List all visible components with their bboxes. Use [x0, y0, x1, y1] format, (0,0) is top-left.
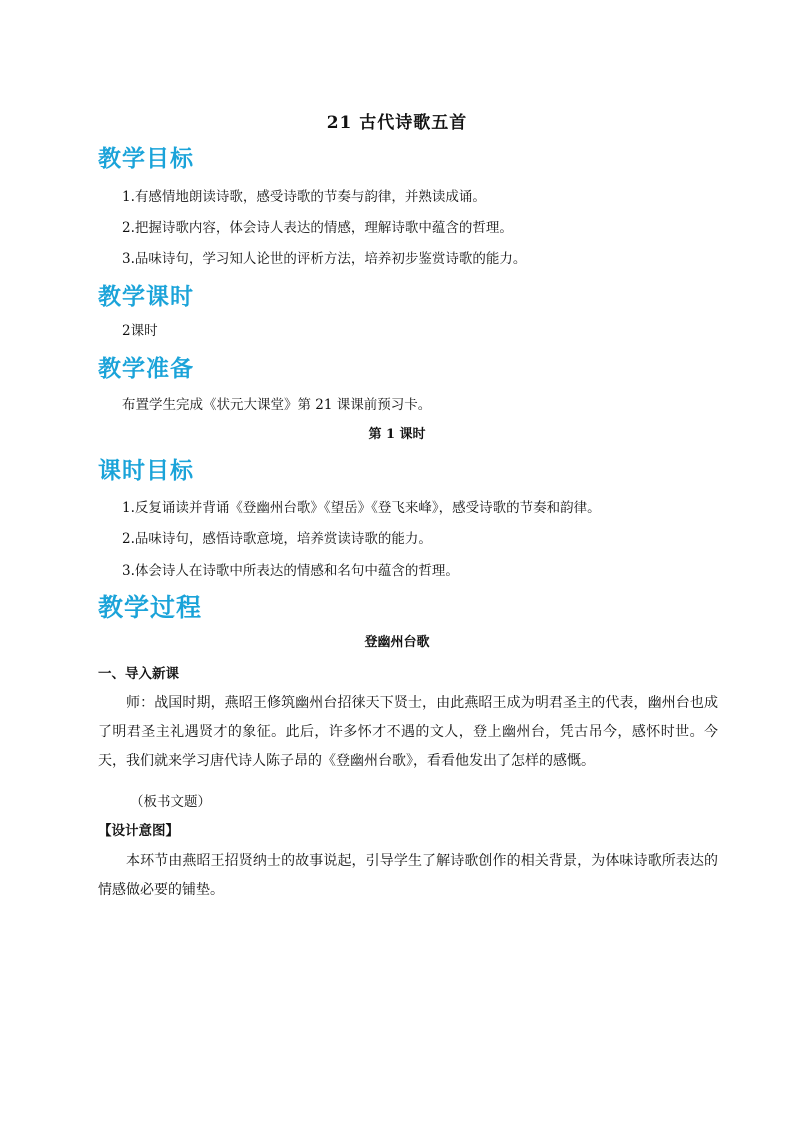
board-note: （板书文题） — [130, 794, 211, 810]
section-heading-prep: 教学准备 — [98, 356, 194, 382]
design-intent-label: 【设计意图】 — [98, 823, 179, 839]
lesson-goal-item-1: 1.反复诵读并背诵《登幽州台歌》《望岳》《登飞来峰》，感受诗歌的节奏和韵律。 — [122, 500, 601, 516]
document-title: 21 古代诗歌五首 — [326, 113, 468, 133]
section-heading-goals: 教学目标 — [98, 146, 194, 172]
goal-item-3: 3.品味诗句，学习知人论世的评析方法，培养初步鉴赏诗歌的能力。 — [122, 251, 527, 267]
step-intro-text: 师：战国时期，燕昭王修筑幽州台招徕天下贤士，由此燕昭王成为明君圣主的代表，幽州台也成了明君圣主礼遇贤才的象征。此后，许多怀才不遇的文人，登上幽州台，凭古吊今，感怀时世。今天，我们就来学习唐代诗人陈子昂的《登幽州台歌》，看看他发出了怎样的感慨。 — [98, 695, 718, 769]
section-heading-process: 教学过程 — [98, 593, 203, 622]
poem-title: 登幽州台歌 — [364, 635, 430, 650]
lesson-goal-item-3: 3.体会诗人在诗歌中所表达的情感和名句中蕴含的哲理。 — [122, 563, 459, 579]
step-title-intro: 一、导入新课 — [98, 666, 179, 682]
design-intent-text: 本环节由燕昭王招贤纳士的故事说起，引导学生了解诗歌创作的相关背景，为体味诗歌所表达的情感做必要的铺垫。 — [98, 853, 718, 898]
lesson-goal-item-2: 2.品味诗句，感悟诗歌意境，培养赏读诗歌的能力。 — [122, 531, 432, 547]
prep-text: 布置学生完成《状元大课堂》第 21 课课前预习卡。 — [122, 397, 432, 413]
section-heading-hours: 教学课时 — [98, 284, 194, 310]
goal-item-2: 2.把握诗歌内容，体会诗人表达的情感，理解诗歌中蕴含的哲理。 — [122, 220, 513, 236]
goal-item-1: 1.有感情地朗读诗歌，感受诗歌的节奏与韵律，并熟读成诵。 — [122, 189, 486, 205]
lesson-label: 第 1 课时 — [368, 427, 426, 442]
hours-text: 2课时 — [122, 323, 158, 339]
section-heading-lesson-goals: 课时目标 — [98, 458, 194, 484]
